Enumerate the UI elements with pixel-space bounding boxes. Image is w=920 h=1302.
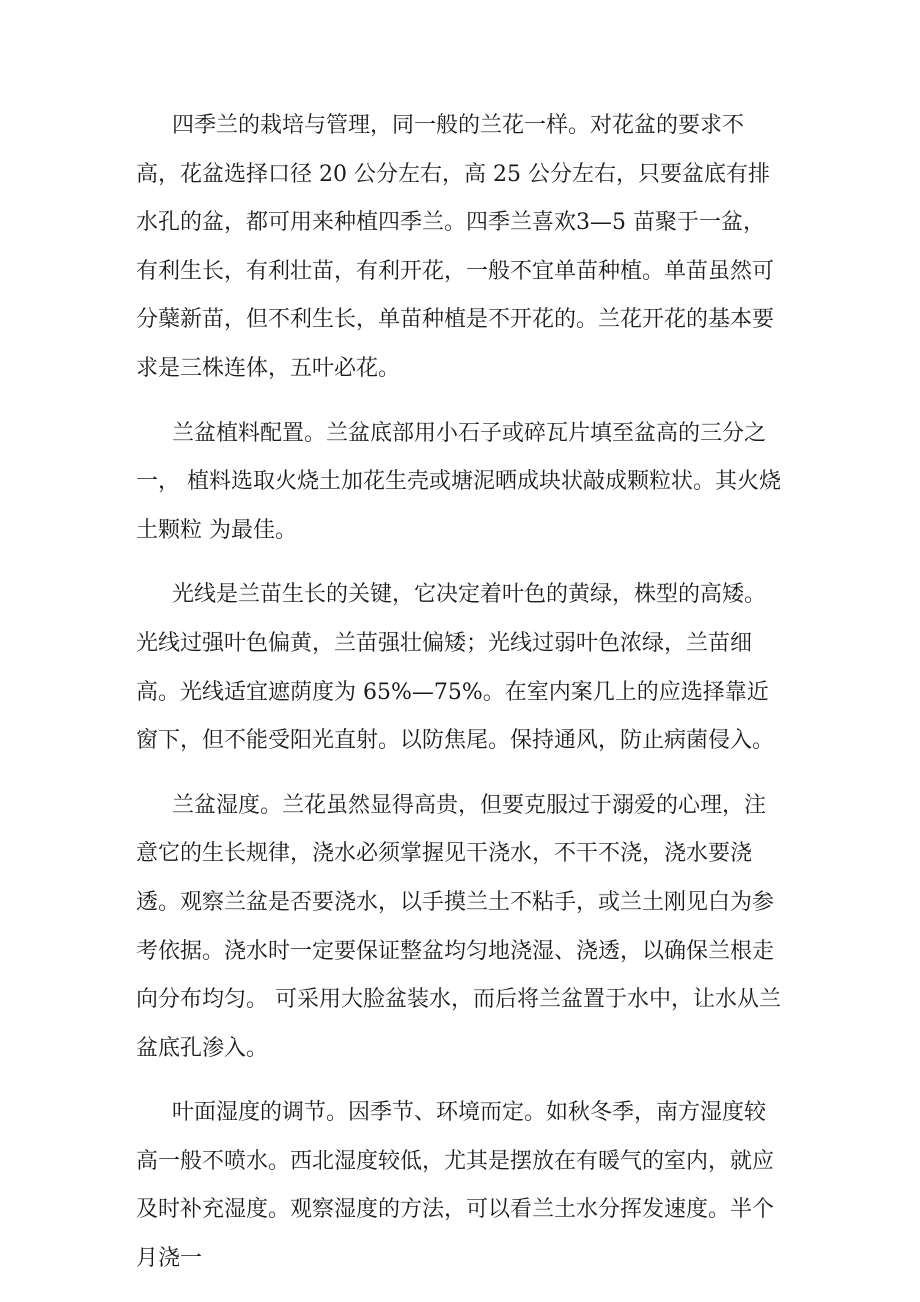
paragraph-leaf-humidity: 叶面湿度的调节。因季节、环境而定。如秋冬季，南方湿度较高一般不喷水。西北湿度较低，尤其是摆放在有暖气的室内，就应及时补充湿度。观察湿度的方法，可以看兰土水分挥发速度。半个月浇一 (136, 1100, 775, 1272)
paragraph-potting-medium: 兰盆植料配置。兰盆底部用小石子或碎瓦片填至盆高的三分之一， 植料选取火烧土加花生壳或塘泥晒成块状敲成颗粒状。其火烧土颗粒 为最佳。 (136, 420, 781, 543)
paragraph-pot-humidity: 兰盆湿度。兰花虽然显得高贵，但要克服过于溺爱的心理，注意它的生长规律，浇水必须掌握见干浇水，不干不浇，浇水要浇透。观察兰盆是否要浇水，以手摸兰土不粘手，或兰土刚见白为参考依据。浇水时一定要保证整盆均匀地浇湿、浇透，以确保兰根走向分布均匀。 可采用大脸盆装水，而后将兰盆置于水中，让水从兰盆底孔渗入。 (136, 792, 781, 1061)
paragraph-light: 光线是兰苗生长的关键，它决定着叶色的黄绿，株型的高矮。光线过强叶色偏黄，兰苗强壮偏矮；光线过弱叶色浓绿，兰苗细高。光线适宜遮荫度为 65%—75%。在室内案几上的应选择靠近窗下，但不能受阳光直射。以防焦尾。保持通风，防止病菌侵入。 (136, 582, 775, 754)
document-body (136, 102, 786, 1284)
paragraph-pot-selection: 四季兰的栽培与管理，同一般的兰花一样。对花盆的要求不高，花盆选择口径 20 公分左右，高 25 公分左右，只要盆底有排水孔的盆，都可用来种植四季兰。四季兰喜欢3—5 苗聚于一盆，有利生长，有利壮苗，有利开花，一般不宜单苗种植。单苗虽然可分蘖新苗，但不利生长，单苗种植是不开花的。兰花开花的基本要求是三株连体，五叶必花。 (136, 113, 775, 381)
